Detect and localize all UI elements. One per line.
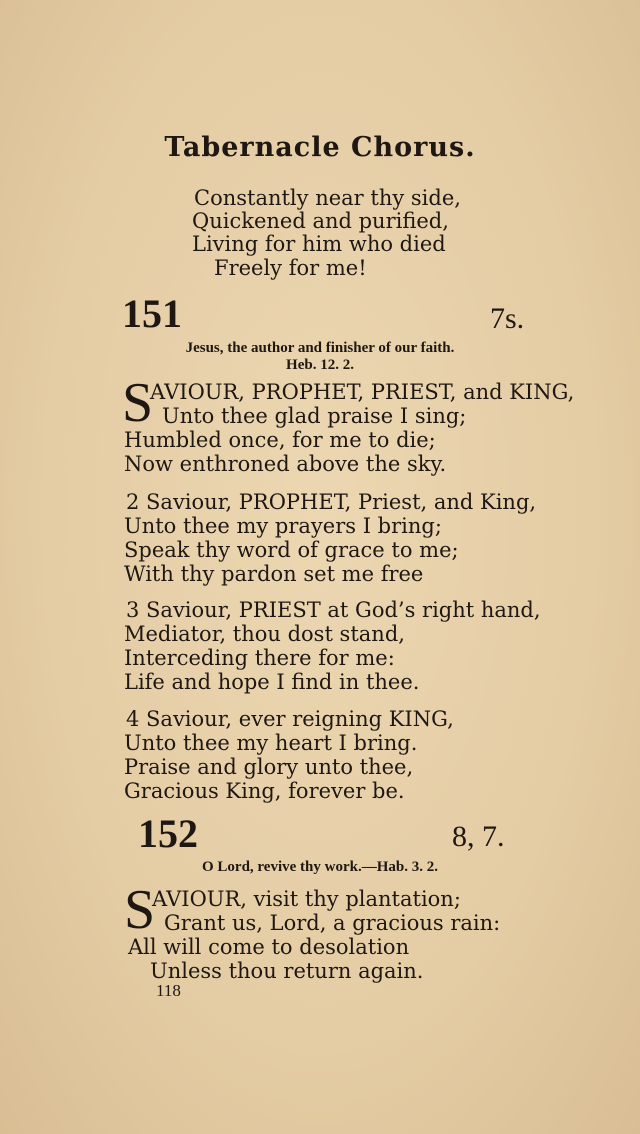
hymn-line: 2 Saviour, PROPHET, Priest, and King, xyxy=(126,490,537,514)
hymn-line: With thy pardon set me free xyxy=(124,562,424,586)
hymn-line: Unto thee my heart I bring. xyxy=(124,731,418,755)
hymn-line: Unless thou return again. xyxy=(150,959,424,983)
running-header: Tabernacle Chorus. xyxy=(164,132,476,163)
hymn-line: Mediator, thou dost stand, xyxy=(124,622,405,646)
prev-hymn-line: Living for him who died xyxy=(192,232,446,256)
hymn-line: Grant us, Lord, a gracious rain: xyxy=(164,911,501,935)
hymn-subtitle: Jesus, the author and finisher of our faith. xyxy=(185,340,455,356)
hymn-line: Praise and glory unto thee, xyxy=(124,755,414,779)
hymn-meter: 8, 7. xyxy=(452,820,505,853)
hymn-line: Humbled once, for me to die; xyxy=(124,428,436,452)
hymn-line: Unto thee my prayers I bring; xyxy=(124,514,442,538)
hymn-line: Speak thy word of grace to me; xyxy=(124,538,459,562)
hymn-line: 3 Saviour, PRIEST at God’s right hand, xyxy=(126,598,541,622)
drop-cap: S xyxy=(122,372,154,434)
hymn-line: Now enthroned above the sky. xyxy=(124,452,447,476)
hymn-reference: Heb. 12. 2. xyxy=(286,357,354,373)
prev-hymn-line: Freely for me! xyxy=(214,256,367,280)
hymn-line: Unto thee glad praise I sing; xyxy=(162,404,467,428)
hymn-number: 152 xyxy=(138,811,198,856)
hymn-line: AVIOUR, visit thy plantation; xyxy=(152,887,461,911)
hymn-line: All will come to desolation xyxy=(128,935,410,959)
hymn-line: 4 Saviour, ever reigning KING, xyxy=(126,707,454,731)
hymn-line: Gracious King, forever be. xyxy=(124,779,405,803)
drop-cap: S xyxy=(124,879,156,941)
prev-hymn-line: Quickened and purified, xyxy=(192,209,449,233)
hymn-number: 151 xyxy=(122,291,182,336)
hymn-subtitle: O Lord, revive thy work.—Hab. 3. 2. xyxy=(202,859,438,875)
hymn-line: AVIOUR, PROPHET, PRIEST, and KING, xyxy=(150,380,575,404)
hymn-line: Life and hope I find in thee. xyxy=(124,670,420,694)
page-number: 118 xyxy=(156,981,181,1000)
hymn-line: Interceding there for me: xyxy=(124,646,395,670)
prev-hymn-line: Constantly near thy side, xyxy=(194,186,461,210)
hymn-meter: 7s. xyxy=(490,302,525,335)
